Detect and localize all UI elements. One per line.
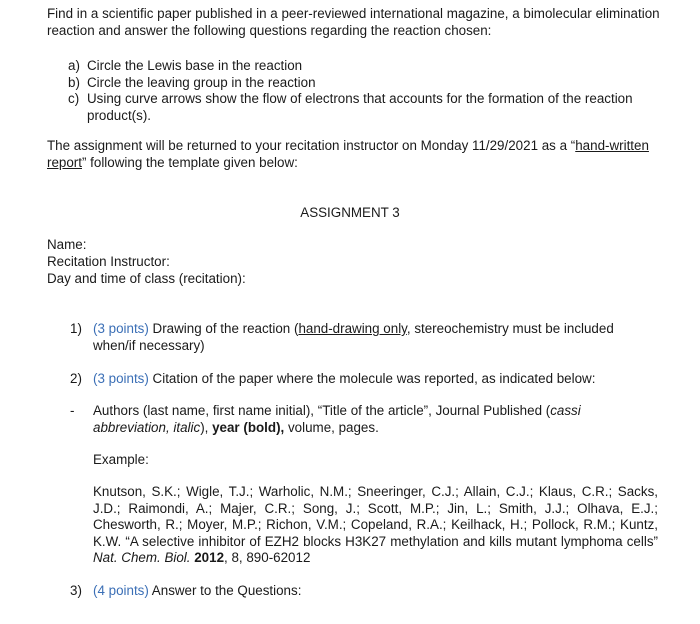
format-c: ), bbox=[200, 419, 213, 435]
example-journal: Nat. Chem. Biol. bbox=[93, 550, 191, 565]
return-note-pre: The assignment will be returned to your recitation instructor on Monday 11/29/2021 as a “ bbox=[47, 138, 576, 153]
item-1-post: , stereochemistry must be included when/if necessary) bbox=[93, 321, 614, 353]
intro-paragraph: Find in a scientific paper published in a peer-reviewed international magazine, a bimolecular elimination reaction and answer the following questions regarding the reaction chosen: bbox=[47, 6, 660, 38]
option-b-marker: b) bbox=[68, 74, 80, 90]
return-note bbox=[47, 138, 662, 171]
option-a bbox=[68, 58, 658, 75]
option-a-marker: a) bbox=[68, 58, 80, 73]
return-note-post: ” following the template given below: bbox=[81, 154, 298, 170]
item-1-points: (3 points) bbox=[93, 321, 149, 336]
hand-written-report-link: hand-written report bbox=[47, 138, 649, 170]
example-label: Example: bbox=[93, 452, 149, 467]
item-3-number: 3) bbox=[70, 583, 82, 598]
item-3-text bbox=[93, 583, 658, 600]
option-b-text: Circle the leaving group in the reaction bbox=[87, 74, 316, 90]
format-a: Authors (last name, first name initial), “Title of the article”, Journal Published ( bbox=[93, 403, 551, 418]
example-text: Knutson, S.K.; Wigle, T.J.; Warholic, N.M.; Sneeringer, C.J.; Allain, C.J.; Klaus, C.R.; Sacks, J.D.; Raimondi, A.; Majer, C.R.; Song, J.; Scott, M.P.; Jin, L.; Smith, J.J.; Olhava, E.J.; Chesworth, R.; Moyer, M.P.; Richon, V.M.; Copeland, R.A.; Keilhack, H.; Pollock, R.M.; Kuntz, K.W. “A selective inhibitor of EZH2 blocks H3K27 methylation and kills mutant lymphoma cells” bbox=[93, 484, 658, 549]
field-name: Name: bbox=[47, 237, 87, 252]
question-list bbox=[68, 58, 658, 124]
assignment-title: ASSIGNMENT 3 bbox=[300, 205, 400, 220]
item-1-text bbox=[93, 321, 658, 354]
option-c-marker: c) bbox=[68, 91, 80, 106]
format-d: year (bold), bbox=[212, 419, 285, 435]
item-2-text bbox=[93, 371, 658, 388]
field-day-time: Day and time of class (recitation): bbox=[47, 271, 246, 286]
citation-format bbox=[93, 403, 658, 436]
item-2-number: 2) bbox=[70, 371, 82, 386]
item-3-body: Answer to the Questions: bbox=[148, 583, 302, 598]
option-c-text: Using curve arrows show the flow of electrons that accounts for the formation of the reaction product(s). bbox=[87, 91, 633, 123]
item-3-points: (4 points) bbox=[93, 583, 149, 598]
item-1-underlined: hand-drawing only bbox=[298, 321, 407, 336]
option-c bbox=[68, 91, 658, 124]
item-1-number: 1) bbox=[70, 321, 82, 336]
example-citation bbox=[93, 484, 658, 567]
field-instructor: Recitation Instructor: bbox=[47, 254, 170, 269]
item-2-points: (3 points) bbox=[93, 371, 149, 386]
option-b bbox=[68, 75, 658, 92]
item-2-body: Citation of the paper where the molecule was reported, as indicated below: bbox=[148, 371, 596, 386]
example-rest: , 8, 890-62012 bbox=[224, 550, 311, 565]
option-a-text: Circle the Lewis base in the reaction bbox=[87, 58, 303, 73]
format-dash: - bbox=[70, 403, 75, 418]
example-year: 2012 bbox=[194, 550, 225, 565]
item-1-pre: Drawing of the reaction ( bbox=[148, 321, 299, 336]
format-e: volume, pages. bbox=[284, 419, 379, 435]
format-b: cassi abbreviation, italic bbox=[93, 403, 581, 435]
